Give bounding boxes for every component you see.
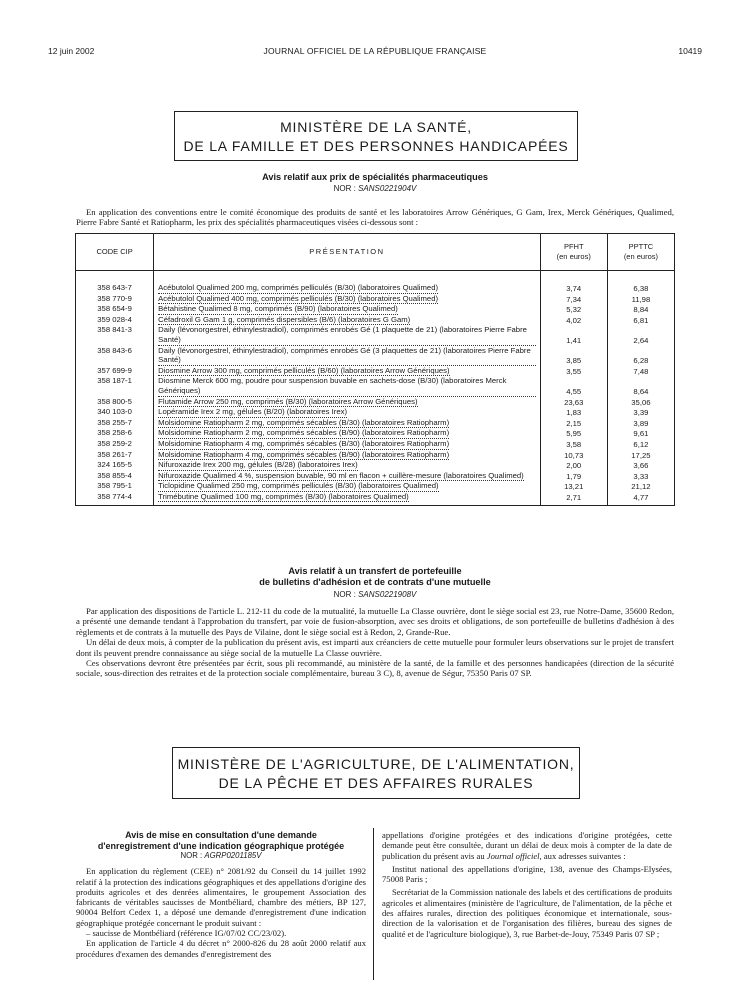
pfht-label: PFHT bbox=[563, 242, 584, 252]
pfht-cell bbox=[540, 304, 607, 315]
ppttc-text: 6,81 bbox=[633, 315, 649, 325]
cip-cell bbox=[76, 315, 154, 326]
ppttc-text: 3,39 bbox=[633, 408, 649, 418]
page-header bbox=[48, 46, 702, 60]
ppttc-text: 21,12 bbox=[631, 482, 651, 492]
pfht-text: 13,21 bbox=[564, 482, 584, 492]
cip-text: 358 643-7 bbox=[97, 283, 132, 292]
presentation-text: Daily (lévonorgestrel, éthinylestradiol), comprimés enrobés Gé (3 plaquettes de 21) (laboratoires Pierre Fabre Santé) bbox=[158, 346, 535, 366]
transfer-paragraph-3: Ces observations devront être présentées par écrit, sous pli recommandé, au ministère de la santé, de la famille et des personnes handicapées (direction de la sécurité sociale, sous-direction des retraites et de la protection sociale complémentaire, bureau 3 C), 8, avenue de Ségur, 75350 Paris 07 SP. bbox=[76, 658, 674, 679]
pfht-cell bbox=[540, 346, 607, 366]
nor-label: NOR : bbox=[333, 590, 359, 599]
ppttc-cell bbox=[607, 460, 674, 471]
ppttc-text: 4,77 bbox=[633, 492, 649, 502]
ppttc-unit: (en euros) bbox=[623, 252, 658, 261]
ppttc-cell bbox=[607, 481, 674, 492]
pfht-cell bbox=[540, 397, 607, 408]
nor-code: AGRP0201185V bbox=[204, 851, 262, 860]
presentation-text: Acébutolol Qualimed 400 mg, comprimés pelliculés (B/30) (laboratoires Qualimed) bbox=[158, 293, 439, 303]
ppttc-text: 8,64 bbox=[633, 386, 649, 396]
presentation-cell bbox=[154, 481, 540, 492]
presentation-text: Lopéramide Irex 2 mg, gélules (B/20) (laboratoires Irex) bbox=[158, 407, 348, 417]
pfht-cell bbox=[540, 471, 607, 482]
cip-text: 358 855-4 bbox=[97, 470, 132, 480]
table-row bbox=[76, 407, 675, 418]
table-row bbox=[76, 460, 675, 471]
cip-text: 324 165-5 bbox=[97, 460, 132, 470]
cip-text: 358 259-2 bbox=[97, 438, 132, 448]
pfht-cell bbox=[540, 439, 607, 450]
igp-list-item: – saucisse de Montbéliard (référence IG/07/02 CC/23/02). bbox=[86, 928, 287, 939]
cip-cell bbox=[76, 294, 154, 305]
pfht-text: 7,34 bbox=[566, 294, 582, 304]
ppttc-cell bbox=[607, 304, 674, 315]
cip-cell bbox=[76, 428, 154, 439]
table-row bbox=[76, 325, 675, 345]
presentation-text: Molsidomine Ratiopharm 2 mg, comprimés sécables (B/90) (laboratoires Ratiopharm) bbox=[158, 428, 450, 438]
ppttc-cell bbox=[607, 418, 674, 429]
nor-label: NOR : bbox=[180, 851, 205, 860]
pfht-cell bbox=[540, 294, 607, 305]
nor-reference-igp bbox=[76, 851, 366, 861]
presentation-text: Molsidomine Ratiopharm 4 mg, comprimés sécables (B/30) (laboratoires Ratiopharm) bbox=[158, 438, 450, 448]
igp-paragraph-1: En application du règlement (CEE) n° 2081/92 du Conseil du 14 juillet 1992 relatif à la protection des indications géographiques et des appellations d'origine des produits agricoles et des denrées alimentaires, le groupement Association des fabricants de véritables saucisses de Montbéliard, chambre des métiers, BP 127, 90004 Belfort Cedex 1, a déposé une demande d'enregistrement d'une indication géographique protégée concernant le produit suivant : bbox=[76, 866, 366, 928]
pfht-text: 1,79 bbox=[566, 471, 582, 481]
pfht-cell bbox=[540, 492, 607, 506]
ppttc-text: 17,25 bbox=[631, 450, 651, 460]
pfht-text: 10,73 bbox=[564, 450, 584, 460]
nor-code: SANS0221904V bbox=[358, 184, 417, 193]
table-row bbox=[76, 428, 675, 439]
cip-cell bbox=[76, 439, 154, 450]
table-row bbox=[76, 481, 675, 492]
presentation-text: Diosmine Merck 600 mg, poudre pour suspension buvable en sachets-dose (B/30) (laboratoires Merck Génériques) bbox=[158, 376, 535, 396]
presentation-text: Bétahistine Qualimed 8 mg, comprimés (B/90) (laboratoires Qualimed) bbox=[158, 304, 398, 314]
presentation-cell bbox=[154, 492, 540, 506]
notice-title-igp-line-2: d'enregistrement d'une indication géographique protégée bbox=[97, 840, 345, 851]
cip-text: 359 028-4 bbox=[97, 314, 132, 324]
pfht-cell bbox=[540, 325, 607, 345]
ppttc-cell bbox=[607, 450, 674, 461]
ministry-heading-line-1: MINISTÈRE DE L'AGRICULTURE, DE L'ALIMENTATION, bbox=[177, 756, 575, 772]
table-row bbox=[76, 294, 675, 305]
presentation-text: Ticlopidine Qualimed 250 mg, comprimés pelliculés (B/30) (laboratoires Qualimed) bbox=[158, 481, 439, 491]
table-row bbox=[76, 376, 675, 396]
presentation-cell bbox=[154, 407, 540, 418]
ministry-heading-line-2: DE LA FAMILLE ET DES PERSONNES HANDICAPÉES bbox=[183, 138, 569, 154]
cip-cell bbox=[76, 283, 154, 294]
presentation-text: Diosmine Arrow 300 mg, comprimés pelliculés (B/60) (laboratoires Arrow Génériques) bbox=[158, 365, 450, 375]
cip-text: 358 774-4 bbox=[97, 491, 132, 501]
price-table-body bbox=[76, 271, 675, 506]
table-row bbox=[76, 471, 675, 482]
pfht-cell bbox=[540, 366, 607, 377]
ppttc-text: 8,84 bbox=[633, 305, 649, 315]
presentation-cell bbox=[154, 460, 540, 471]
ppttc-cell bbox=[607, 325, 674, 345]
cip-cell bbox=[76, 471, 154, 482]
transfer-paragraph-2: Un délai de deux mois, à compter de la publication du présent avis, est imparti aux créanciers de cette mutuelle pour formuler leurs observations sur le projet de transfert dont ils peuvent prendre connaissance au siège social de la mutuelle La Classe ouvrière. bbox=[76, 637, 674, 658]
cip-text: 358 255-7 bbox=[97, 417, 132, 427]
intro-paragraph: En application des conventions entre le comité économique des produits de santé et les laboratoires Arrow Génériques, G Gam, Irex, Merck Génériques, Qualimed, Pierre Fabre Santé et Ratiopharm, les prix des spécialités pharmaceutiques visées ci-dessous sont : bbox=[76, 207, 674, 228]
cip-text: 358 187-1 bbox=[97, 376, 132, 386]
presentation-text: Acébutolol Qualimed 200 mg, comprimés pelliculés (B/30) (laboratoires Qualimed) bbox=[158, 283, 439, 292]
ppttc-cell bbox=[607, 428, 674, 439]
ppttc-cell bbox=[607, 397, 674, 408]
cip-text: 358 795-1 bbox=[97, 481, 132, 491]
cip-text: 358 261-7 bbox=[97, 449, 132, 459]
notice-title-igp-line-1: Avis de mise en consultation d'une demande bbox=[125, 830, 317, 840]
table-row bbox=[76, 304, 675, 315]
pfht-cell bbox=[540, 418, 607, 429]
cip-text: 358 800-5 bbox=[97, 396, 132, 406]
ppttc-cell bbox=[607, 315, 674, 326]
presentation-cell bbox=[154, 397, 540, 408]
pfht-text: 2,15 bbox=[566, 418, 582, 428]
presentation-cell bbox=[154, 294, 540, 305]
notice-title-transfer-line-2: de bulletins d'adhésion et de contrats d'une mutuelle bbox=[259, 577, 491, 587]
cip-text: 358 843-6 bbox=[97, 345, 132, 355]
cip-cell bbox=[76, 460, 154, 471]
table-row bbox=[76, 283, 675, 294]
pfht-unit: (en euros) bbox=[556, 252, 591, 261]
journal-title: JOURNAL OFFICIEL DE LA RÉPUBLIQUE FRANÇAISE bbox=[263, 46, 487, 56]
nor-label: NOR : bbox=[333, 184, 359, 193]
table-row bbox=[76, 418, 675, 429]
notice-transfer-body bbox=[76, 606, 674, 679]
cip-cell bbox=[76, 397, 154, 408]
ppttc-cell bbox=[607, 366, 674, 377]
pfht-text: 4,55 bbox=[566, 386, 582, 396]
nor-reference bbox=[0, 184, 750, 193]
pfht-text: 23,63 bbox=[564, 397, 584, 407]
pfht-text: 3,85 bbox=[566, 356, 582, 366]
ppttc-cell bbox=[607, 407, 674, 418]
ppttc-label: PPTTC bbox=[628, 242, 654, 252]
table-header-row bbox=[76, 234, 675, 271]
ppttc-cell bbox=[607, 439, 674, 450]
table-row bbox=[76, 346, 675, 366]
cip-cell bbox=[76, 418, 154, 429]
presentation-cell bbox=[154, 450, 540, 461]
presentation-text: Molsidomine Ratiopharm 2 mg, comprimés sécables (B/30) (laboratoires Ratiopharm) bbox=[158, 417, 450, 427]
left-column bbox=[76, 830, 366, 959]
presentation-cell bbox=[154, 325, 540, 345]
ppttc-cell bbox=[607, 294, 674, 305]
ppttc-text: 6,28 bbox=[633, 356, 649, 366]
ppttc-cell bbox=[607, 346, 674, 366]
ppttc-cell bbox=[607, 283, 674, 294]
column-header-presentation: PRÉSENTATION bbox=[154, 234, 540, 271]
continuation-text: appellations d'origine protégées et des indications d'origine protégées, cette demande peut être consultée, durant un délai de deux mois à compter de la date de publication du présent avis au bbox=[382, 830, 672, 861]
ppttc-text: 9,61 bbox=[633, 429, 649, 439]
presentation-text: Daily (lévonorgestrel, éthinylestradiol), comprimés enrobés Gé (1 plaquette de 21) (laboratoires Pierre Fabre Santé) bbox=[158, 325, 535, 345]
ppttc-cell bbox=[607, 471, 674, 482]
pfht-text: 3,58 bbox=[566, 439, 582, 449]
cip-text: 358 770-9 bbox=[97, 293, 132, 303]
price-table bbox=[75, 233, 675, 506]
table-row bbox=[76, 450, 675, 461]
pfht-text: 2,71 bbox=[566, 492, 582, 502]
cip-cell bbox=[76, 407, 154, 418]
ppttc-text: 11,98 bbox=[631, 294, 651, 304]
pfht-cell bbox=[540, 283, 607, 294]
pfht-cell bbox=[540, 315, 607, 326]
journal-officiel-mention: Journal officiel bbox=[486, 850, 540, 861]
notice-title-igp bbox=[76, 830, 366, 851]
pfht-cell bbox=[540, 376, 607, 396]
pfht-cell bbox=[540, 481, 607, 492]
right-column bbox=[382, 830, 672, 939]
ppttc-text: 7,48 bbox=[633, 366, 649, 376]
presentation-cell bbox=[154, 471, 540, 482]
presentation-text: Molsidomine Ratiopharm 4 mg, comprimés sécables (B/90) (laboratoires Ratiopharm) bbox=[158, 449, 450, 459]
igp-paragraph-2: En application de l'article 4 du décret n° 2000-826 du 28 août 2000 relatif aux procédures d'examen des demandes d'enregistrement des bbox=[76, 938, 366, 959]
pfht-text: 1,41 bbox=[566, 335, 582, 345]
pfht-cell bbox=[540, 428, 607, 439]
pfht-text: 3,74 bbox=[566, 284, 582, 293]
column-header-cip: CODE CIP bbox=[76, 234, 154, 271]
pfht-cell bbox=[540, 460, 607, 471]
presentation-text: Céfadroxil G Gam 1 g, comprimés dispersibles (B/6) (laboratoires G Gam) bbox=[158, 314, 411, 324]
pfht-text: 5,32 bbox=[566, 305, 582, 315]
page-number: 10419 bbox=[678, 46, 702, 56]
pfht-cell bbox=[540, 407, 607, 418]
table-spacer-row bbox=[76, 271, 675, 284]
issue-date: 12 juin 2002 bbox=[48, 46, 95, 56]
table-row bbox=[76, 492, 675, 506]
presentation-cell bbox=[154, 439, 540, 450]
presentation-text: Nifuroxazide Qualimed 4 %, suspension buvable, 90 ml en flacon + cuillère-mesure (laboratoires Qualimed) bbox=[158, 470, 524, 480]
presentation-cell bbox=[154, 315, 540, 326]
ppttc-text: 3,89 bbox=[633, 418, 649, 428]
column-header-ppttc bbox=[607, 234, 674, 271]
notice-title-prices: Avis relatif aux prix de spécialités pharmaceutiques bbox=[262, 172, 488, 182]
pfht-text: 4,02 bbox=[566, 315, 582, 325]
ppttc-cell bbox=[607, 376, 674, 396]
presentation-cell bbox=[154, 366, 540, 377]
cip-cell bbox=[76, 304, 154, 315]
cip-text: 358 654-9 bbox=[97, 304, 132, 314]
transfer-paragraph-1: Par application des dispositions de l'article L. 212-11 du code de la mutualité, la mutuelle La Classe ouvrière, dont le siège social est 23, rue Notre-Dame, 35600 Redon, a présenté une demande tendant à l'approbation du transfert, par voie de fusion-absorption, avec ses droits et obligations, de son portefeuille de bulletins d'adhésion à des règlements et de contrats à la mutuelle des Pays de Vilaine, dont le siège social est à Redon, 2, Grande-Rue. bbox=[76, 606, 674, 637]
pfht-text: 2,00 bbox=[566, 461, 582, 471]
cip-cell bbox=[76, 492, 154, 506]
ppttc-text: 6,12 bbox=[633, 439, 649, 449]
presentation-cell bbox=[154, 283, 540, 294]
address-commission: Secrétariat de la Commission nationale des labels et des certifications de produits agricoles et alimentaires (ministère de l'agriculture, de l'alimentation, de la pêche et des affaires rurales, direction des politiques économique et internationale, sous-direction de la valorisation et de l'organisation des filières, bureau des signes de qualité et de l'agriculture biologique), 3, rue Barbet-de-Jouy, 75349 Paris 07 SP ; bbox=[382, 887, 672, 939]
pfht-text: 1,83 bbox=[566, 408, 582, 418]
cip-cell bbox=[76, 325, 154, 345]
cip-cell bbox=[76, 346, 154, 366]
nor-reference-transfer bbox=[0, 590, 750, 599]
continuation-text-end: , aux adresses suivantes : bbox=[539, 850, 626, 861]
cip-cell bbox=[76, 481, 154, 492]
ministry-heading-agriculture bbox=[172, 747, 580, 799]
nor-code: SANS0221908V bbox=[358, 590, 417, 599]
cip-text: 358 841-3 bbox=[97, 325, 132, 335]
table-row bbox=[76, 439, 675, 450]
pfht-cell bbox=[540, 450, 607, 461]
igp-continuation bbox=[382, 830, 672, 861]
presentation-cell bbox=[154, 428, 540, 439]
table-row bbox=[76, 397, 675, 408]
ministry-heading-health bbox=[174, 111, 578, 161]
cip-text: 340 103-0 bbox=[97, 407, 132, 417]
notice-intro bbox=[76, 207, 674, 228]
ministry-heading-line-1: MINISTÈRE DE LA SANTÉ, bbox=[280, 119, 472, 135]
ppttc-cell bbox=[607, 492, 674, 506]
ministry-heading-line-2: DE LA PÊCHE ET DES AFFAIRES RURALES bbox=[218, 775, 534, 791]
ppttc-text: 3,33 bbox=[633, 471, 649, 481]
table-row bbox=[76, 315, 675, 326]
column-divider bbox=[373, 828, 374, 980]
cip-text: 358 258-6 bbox=[97, 428, 132, 438]
ppttc-text: 3,66 bbox=[633, 461, 649, 471]
presentation-cell bbox=[154, 418, 540, 429]
column-header-pfht bbox=[540, 234, 607, 271]
table-row bbox=[76, 366, 675, 377]
notice-title-transfer bbox=[0, 566, 750, 588]
ppttc-text: 6,38 bbox=[633, 284, 649, 293]
cip-cell bbox=[76, 366, 154, 377]
notice-title-transfer-line-1: Avis relatif à un transfert de portefeuille bbox=[288, 566, 462, 576]
presentation-cell bbox=[154, 376, 540, 396]
cip-text: 357 699-9 bbox=[97, 365, 132, 375]
presentation-text: Trimébutine Qualimed 100 mg, comprimés (B/30) (laboratoires Qualimed) bbox=[158, 491, 409, 501]
address-inao: Institut national des appellations d'origine, 138, avenue des Champs-Elysées, 75008 Paris ; bbox=[382, 863, 672, 885]
presentation-text: Flutamide Arrow 250 mg, comprimés (B/30) (laboratoires Arrow Génériques) bbox=[158, 396, 418, 406]
ppttc-text: 2,64 bbox=[633, 335, 649, 345]
presentation-text: Nifuroxazide Irex 200 mg, gélules (B/28) (laboratoires Irex) bbox=[158, 460, 358, 470]
ppttc-text: 35,06 bbox=[631, 397, 651, 407]
cip-cell bbox=[76, 450, 154, 461]
presentation-cell bbox=[154, 346, 540, 366]
presentation-cell bbox=[154, 304, 540, 315]
cip-cell bbox=[76, 376, 154, 396]
pfht-text: 3,55 bbox=[566, 366, 582, 376]
pfht-text: 5,95 bbox=[566, 429, 582, 439]
